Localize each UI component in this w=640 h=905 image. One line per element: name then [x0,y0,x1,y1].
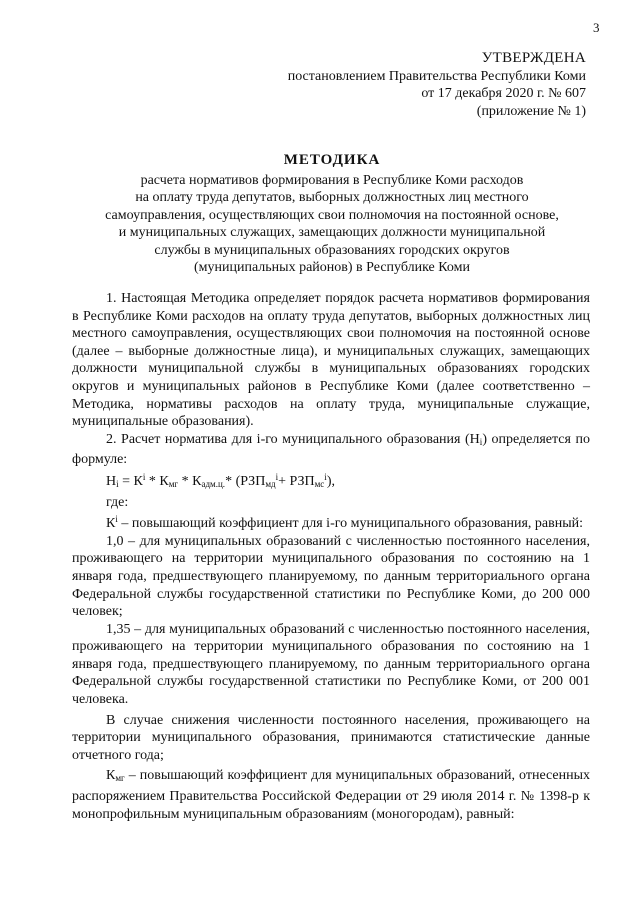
approval-stamp [288,50,586,120]
where-label: где: [106,494,129,510]
paragraph-1: 1. Настоящая Методика определяет порядок расчета нормативов формирования в Республике Коми расходов на оплату труда депутатов, выборных должностных лиц местного самоуправления, осуществляющих свои полномочия на постоянной основе (далее – выборные должностные лица), и муниципальных служащих, замещающих должности муниципальной службы в муниципальных образованиях городских округов и муниципальных районов в Республике Коми (далее соответственно – Методика, нормативы расходов на оплату труда, муниципальные служащие, муниципальные образования). [72,291,590,430]
paragraph-2: 2. Расчет норматива для i-го муниципального образования $(Н_i)$ определяется по формуле: [72,431,590,468]
title-line: (муниципальных районов) в Республике Коми [193,260,470,275]
title-line: на оплату труда депутатов, выборных должностных лиц местного [135,190,529,205]
kmg-definition: $К_{мг}$ – повышающий коэффициент для муниципальных образований, отнесенных распоряжением Правительства Российской Федерации от 29 июля 2014 г. № 1398-р к монопрофильным муниципальным образованиям (моногородам), равный: [72,768,590,822]
title-line: и муниципальных служащих, замещающих должности муниципальной [118,225,546,240]
coefficient-1-35: 1,35 – для муниципальных образований с численностью постоянного населения, проживающего на территории муниципального образования по состоянию на 1 января года, предшествующего планируемому, по данным территориального органа Федеральной службы государственной статистики по Республике Коми, от 200 001 человека. [72,621,590,708]
approval-line-appendix: (приложение № 1) [476,103,586,119]
approval-line-date: от 17 декабря 2020 г. № 607 [421,86,586,101]
document-heading: МЕТОДИКА [283,152,381,168]
title-line: службы в муниципальных образованиях городских округов [154,242,510,258]
title-line: расчета нормативов формирования в Республике Коми расходов [140,172,524,188]
title-line: самоуправления, осуществляющих свои полномочия на постоянной основе, [105,207,559,223]
approval-line-decree: постановлением Правительства Республики Коми [287,68,586,84]
approval-title: УТВЕРЖДЕНА [481,50,586,66]
population-decline-note: В случае снижения численности постоянного населения, проживающего на территории муниципального образования, принимаются статистические данные отчетного года; [72,712,590,763]
k-definition: $К^i$ – повышающий коэффициент для i-го муниципального образования, равный: [106,514,583,532]
page-number: 3 [593,20,600,35]
document-title-block [72,152,592,277]
coefficient-1-0: 1,0 – для муниципальных образований с численностью постоянного населения, проживающего на территории муниципального образования по состоянию на 1 января года, предшествующего планируемому, по данным территориального органа Федеральной службы государственной статистики по Республике Коми, до 200 000 человек; [72,533,590,620]
formula: $Н_i = К^i * К_{мг} * К_{адм.ц.}*$ $(РЗП_{мд}^i+ РЗП_{мс}^i)$, [106,471,335,489]
document-body [72,290,590,823]
